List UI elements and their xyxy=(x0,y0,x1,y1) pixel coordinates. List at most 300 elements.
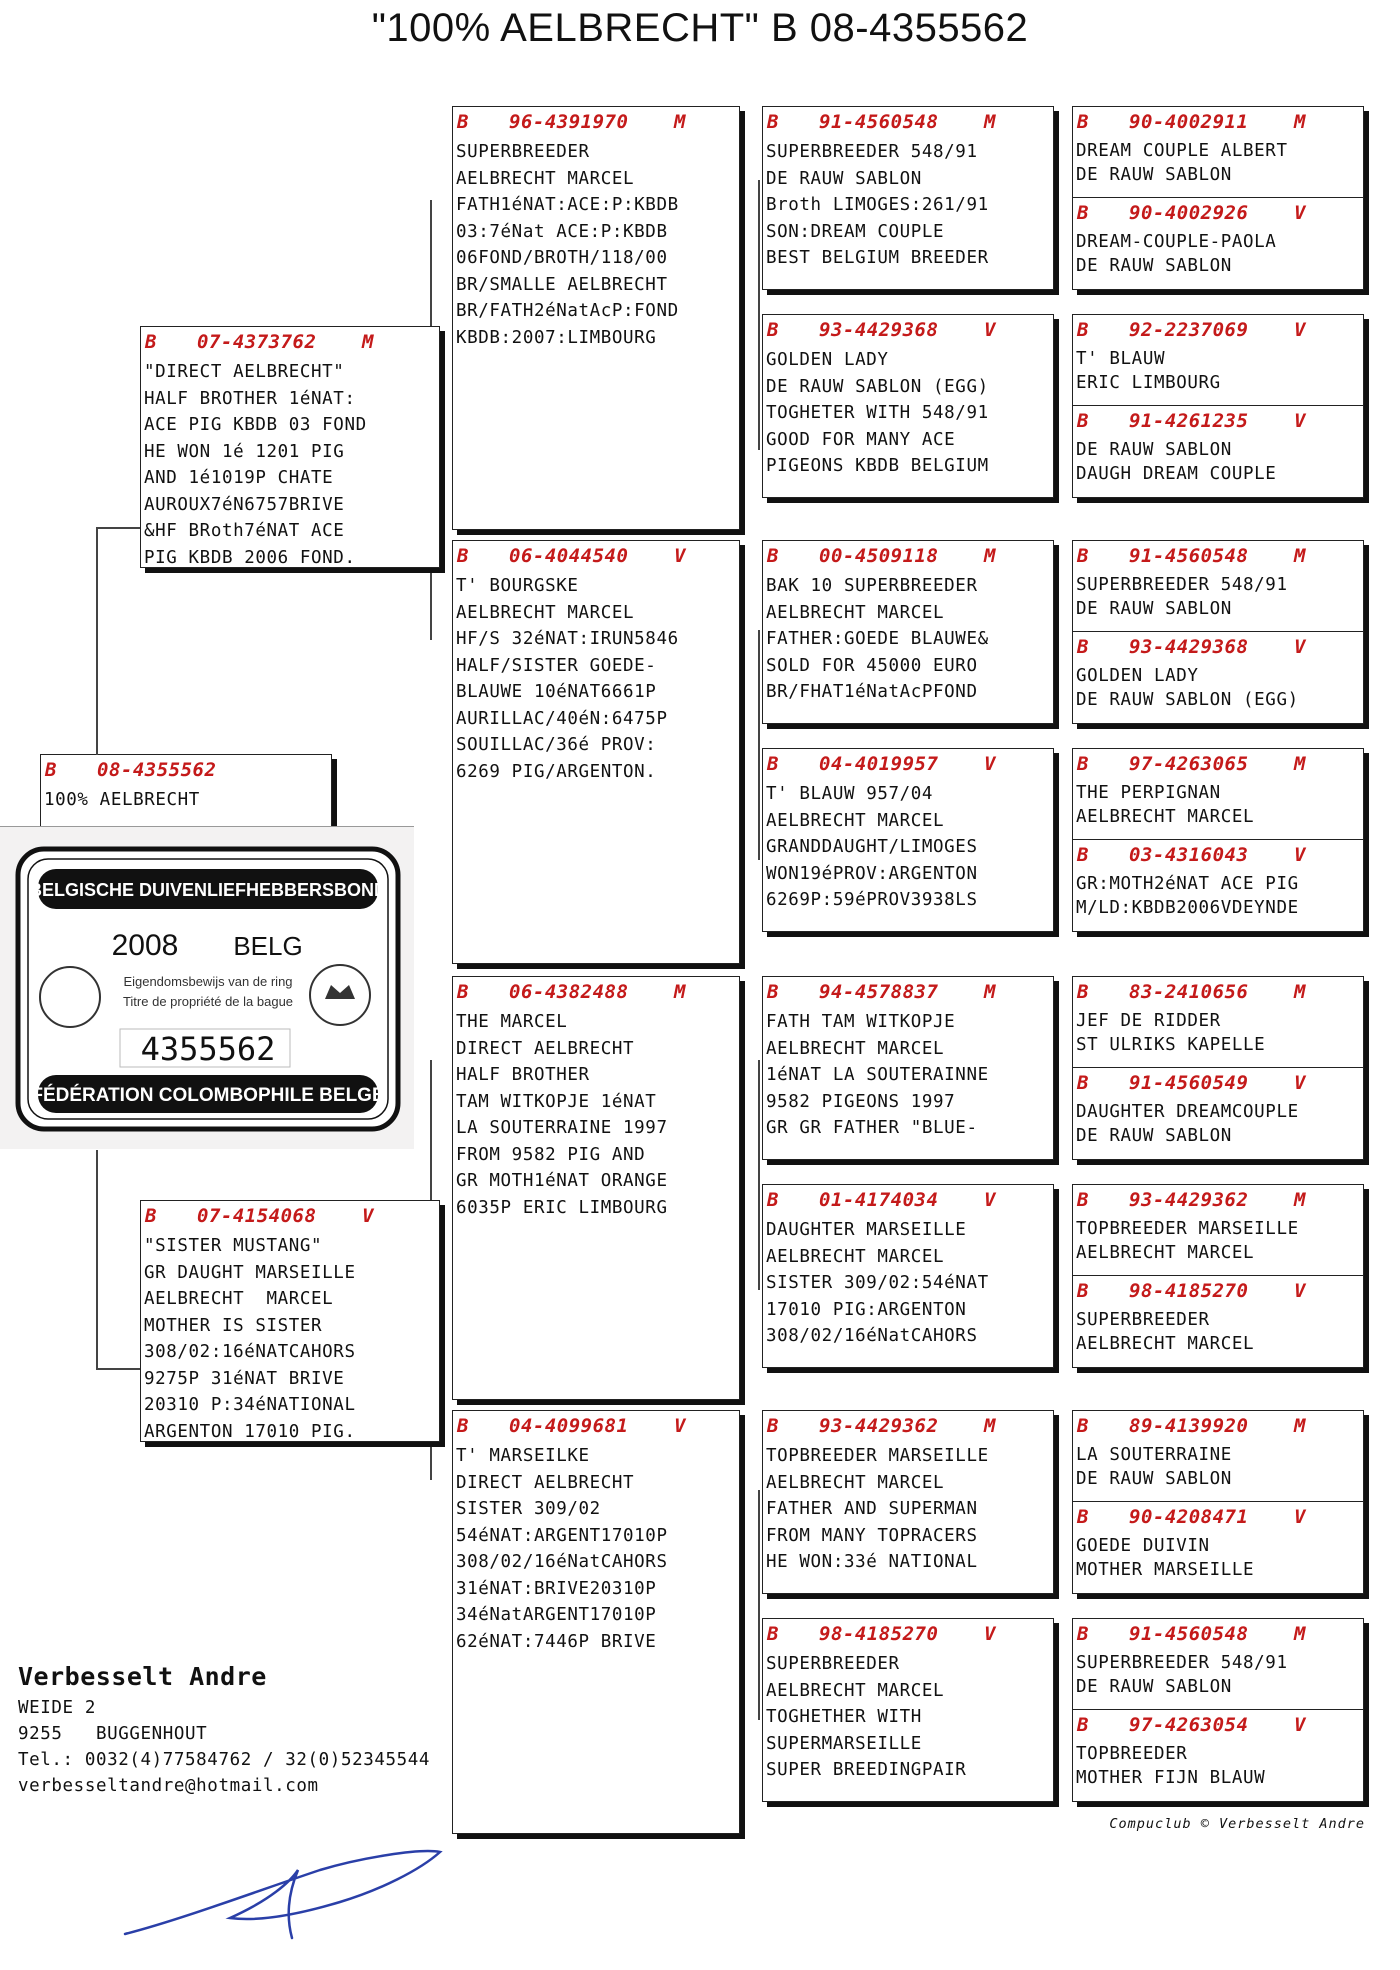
card-line: 34éNatARGENT17010P xyxy=(456,1605,657,1625)
card-line: SON:DREAM COUPLE xyxy=(766,221,945,242)
card-text xyxy=(1073,139,1363,187)
ring-country: B xyxy=(145,331,157,353)
card-line: TOGHETER WITH 548/91 xyxy=(766,403,989,423)
card-line: AELBRECHT MARCEL xyxy=(1076,1334,1255,1354)
card-line: HALF BROTHER 1éNAT: xyxy=(144,388,356,409)
card-line: TOPBREEDER xyxy=(1076,1744,1188,1764)
gen4-entry xyxy=(1073,1619,1363,1709)
card-line: 20310 P:34éNATIONAL xyxy=(144,1395,356,1415)
ring-sex: M xyxy=(984,981,996,1003)
cert-text-fr: Titre de propriété de la bague xyxy=(122,994,294,1009)
ring-country: B xyxy=(767,753,779,775)
ring-country: B xyxy=(767,1189,779,1211)
card-line: T' MARSEILKE xyxy=(456,1446,590,1466)
ring-header xyxy=(1073,749,1363,781)
card-line: DE RAUW SABLON (EGG) xyxy=(1076,690,1299,710)
ring-header xyxy=(1073,406,1363,438)
ring-country: B xyxy=(1077,319,1089,341)
card-line: SISTER 309/02 xyxy=(456,1499,601,1519)
ring-sex: V xyxy=(1294,410,1306,432)
card-line: THE MARCEL xyxy=(456,1012,568,1032)
ring-country: B xyxy=(767,1623,779,1645)
great-grandparent-card xyxy=(762,314,1054,498)
gen4-pair-card xyxy=(1072,106,1364,290)
ring-sex: V xyxy=(1294,1714,1306,1736)
card-line: TAM WITKOPJE 1éNAT xyxy=(456,1091,657,1112)
card-line: Broth LIMOGES:261/91 xyxy=(766,195,989,215)
card-line: 308/02/16éNatCAHORS xyxy=(456,1552,668,1572)
ring-sex: V xyxy=(1294,1280,1306,1302)
great-grandparent-card xyxy=(762,1410,1054,1594)
gen4-entry xyxy=(1073,1275,1363,1368)
ring-sex: M xyxy=(984,545,996,567)
card-text xyxy=(1073,230,1363,278)
ring-header xyxy=(763,315,1053,347)
card-line: 1éNAT LA SOUTERAINNE xyxy=(766,1065,989,1085)
connector-line xyxy=(758,630,760,860)
gen4-entry xyxy=(1073,541,1363,631)
ring-country: B xyxy=(767,545,779,567)
ring-country: B xyxy=(1077,636,1089,658)
card-line: SOLD FOR 45000 EURO xyxy=(766,655,978,676)
card-line: T' BLAUW 957/04 xyxy=(766,784,934,804)
card-line: FROM 9582 PIG AND xyxy=(456,1144,646,1165)
card-text xyxy=(763,347,1053,480)
ring-sex: V xyxy=(1294,319,1306,341)
card-line: DE RAUW SABLON xyxy=(1076,256,1232,276)
card-line: SUPERBREEDER xyxy=(1076,1310,1210,1330)
ring-country: B xyxy=(1077,1189,1089,1211)
ring-header xyxy=(1073,1710,1363,1742)
gen4-pair-card xyxy=(1072,748,1364,932)
ring-sex: M xyxy=(1294,1189,1306,1211)
card-text xyxy=(453,573,739,785)
gen4-entry xyxy=(1073,1185,1363,1275)
card-text xyxy=(1073,781,1363,829)
card-line: THE PERPIGNAN xyxy=(1076,783,1221,803)
grandparent-card xyxy=(452,1410,740,1834)
card-line: T' BOURGSKE xyxy=(456,576,579,596)
card-text xyxy=(1073,1100,1363,1148)
card-line: HALF/SISTER GOEDE- xyxy=(456,655,657,676)
ring-sex: V xyxy=(1294,844,1306,866)
card-line: GR GR FATHER "BLUE- xyxy=(766,1118,978,1138)
ring-country: B xyxy=(1077,981,1089,1003)
ring-sex: M xyxy=(1294,545,1306,567)
card-line: GR MOTH1éNAT ORANGE xyxy=(456,1171,668,1191)
ring-header xyxy=(763,977,1053,1009)
card-line: AELBRECHT MARCEL xyxy=(766,1680,945,1701)
ring-number: 93-4429368 xyxy=(819,319,939,341)
gen4-entry xyxy=(1073,839,1363,932)
gen4-entry xyxy=(1073,631,1363,724)
card-line: PIGEONS KBDB BELGIUM xyxy=(766,456,989,476)
card-line: DE RAUW SABLON xyxy=(766,168,922,189)
card-line: DE RAUW SABLON (EGG) xyxy=(766,376,989,397)
ring-number: 04-4019957 xyxy=(819,753,939,775)
card-line: GR DAUGHT MARSEILLE xyxy=(144,1262,356,1283)
card-line: PIG KBDB 2006 FOND. xyxy=(144,547,356,568)
ring-sex: M xyxy=(674,981,686,1003)
ring-sex: M xyxy=(674,111,686,133)
card-text xyxy=(141,1233,439,1445)
great-grandparent-card xyxy=(762,748,1054,932)
ring-sex: V xyxy=(984,319,996,341)
card-line: 62éNAT:7446P BRIVE xyxy=(456,1631,657,1652)
ring-number: 03-4316043 xyxy=(1129,844,1249,866)
card-line: DIRECT AELBRECHT xyxy=(456,1472,635,1493)
card-line: SUPERBREEDER 548/91 xyxy=(766,142,978,162)
card-line: GOLDEN LADY xyxy=(766,350,889,370)
card-line: FATHER:GOEDE BLAUWE& xyxy=(766,629,989,649)
card-text xyxy=(1073,1534,1363,1582)
card-line: AELBRECHT MARCEL xyxy=(456,168,635,189)
card-line: SOUILLAC/36é PROV: xyxy=(456,735,657,755)
card-line: FROM MANY TOPRACERS xyxy=(766,1525,978,1546)
subject-lines: 100% AELBRECHT xyxy=(44,790,200,810)
ring-number: 93-4429362 xyxy=(819,1415,939,1437)
gen4-pair-card xyxy=(1072,1618,1364,1802)
ring-country: B xyxy=(1077,1506,1089,1528)
cert-text-nl: Eigendomsbewijs van de ring xyxy=(123,974,293,989)
subject-card xyxy=(40,754,332,828)
card-line: SISTER 309/02:54éNAT xyxy=(766,1273,989,1293)
card-text xyxy=(1073,664,1363,712)
card-line: SUPERBREEDER xyxy=(456,142,590,162)
ring-header xyxy=(1073,632,1363,664)
ring-header xyxy=(1073,541,1363,573)
ring-country: B xyxy=(1077,202,1089,224)
ring-country: B xyxy=(767,111,779,133)
connector-line xyxy=(758,1490,760,1720)
ring-header xyxy=(453,107,739,139)
ring-number: 90-4002911 xyxy=(1129,111,1249,133)
card-line: 6269P:59éPROV3938LS xyxy=(766,890,978,910)
gen4-entry xyxy=(1073,977,1363,1067)
card-line: 31éNAT:BRIVE20310P xyxy=(456,1578,657,1599)
card-line: DE RAUW SABLON xyxy=(1076,165,1232,185)
ring-header xyxy=(763,1619,1053,1651)
ring-sex: V xyxy=(674,1415,686,1437)
card-line: BEST BELGIUM BREEDER xyxy=(766,248,989,268)
great-grandparent-card xyxy=(762,106,1054,290)
card-line: DREAM-COUPLE-PAOLA xyxy=(1076,232,1277,252)
ring-sex: V xyxy=(984,1623,996,1645)
ring-sex: M xyxy=(984,111,996,133)
ring-country: B xyxy=(1077,1072,1089,1094)
ring-country: B xyxy=(145,1205,157,1227)
card-text xyxy=(763,781,1053,914)
ring-number: 93-4429368 xyxy=(1129,636,1249,658)
card-text xyxy=(453,1443,739,1655)
card-line: BR/FATH2éNatAcP:FOND xyxy=(456,301,679,321)
card-line: SUPERBREEDER 548/91 xyxy=(1076,575,1288,595)
ring-sex: M xyxy=(1294,1623,1306,1645)
card-line: GR:MOTH2éNAT ACE PIG xyxy=(1076,874,1299,894)
ring-sex: V xyxy=(674,545,686,567)
ring-number: 94-4578837 xyxy=(819,981,939,1003)
parent-card xyxy=(140,326,440,568)
great-grandparent-card xyxy=(762,540,1054,724)
card-line: 03:7éNat ACE:P:KBDB xyxy=(456,221,668,242)
cert-top-banner: BELGISCHE DUIVENLIEFHEBBERSBOND xyxy=(28,880,388,900)
ring-header xyxy=(453,977,739,1009)
card-text xyxy=(763,139,1053,272)
gen4-pair-card xyxy=(1072,314,1364,498)
ring-number: 97-4263065 xyxy=(1129,753,1249,775)
certificate-graphic xyxy=(0,827,414,1149)
ring-country: B xyxy=(1077,1714,1089,1736)
subject-country: B xyxy=(45,759,57,781)
ring-header xyxy=(1073,977,1363,1009)
ring-number: 98-4185270 xyxy=(819,1623,939,1645)
ring-header xyxy=(1073,1185,1363,1217)
ring-sex: M xyxy=(1294,981,1306,1003)
ring-number: 04-4099681 xyxy=(509,1415,629,1437)
ring-header xyxy=(141,327,439,359)
card-line: KBDB:2007:LIMBOURG xyxy=(456,327,657,348)
card-line: DAUGHTER DREAMCOUPLE xyxy=(1076,1102,1299,1122)
card-line: AND 1é1019P CHATE xyxy=(144,468,334,488)
cert-bottom-banner: FÉDÉRATION COLOMBOPHILE BELGE xyxy=(31,1085,385,1106)
card-line: M/LD:KBDB2006VDEYNDE xyxy=(1076,898,1299,918)
ring-number: 06-4382488 xyxy=(509,981,629,1003)
ring-number: 07-4373762 xyxy=(197,331,317,353)
subject-ring: 08-4355562 xyxy=(97,759,217,781)
card-line: TOGHETHER WITH xyxy=(766,1707,922,1727)
card-line: AURILLAC/40éN:6475P xyxy=(456,708,668,729)
card-line: ST ULRIKS KAPELLE xyxy=(1076,1035,1266,1055)
connector-line xyxy=(758,1060,760,1290)
connector-line xyxy=(96,1368,140,1370)
ring-country: B xyxy=(1077,410,1089,432)
cert-year: 2008 xyxy=(111,929,179,962)
ring-header xyxy=(1073,1502,1363,1534)
ring-sex: V xyxy=(1294,1072,1306,1094)
card-line: AELBRECHT MARCEL xyxy=(766,1472,945,1493)
card-text xyxy=(453,139,739,351)
card-line: SUPER BREEDINGPAIR xyxy=(766,1760,967,1780)
card-line: 6035P ERIC LIMBOURG xyxy=(456,1197,668,1218)
card-text xyxy=(763,573,1053,706)
card-line: AUROUX7éN6757BRIVE xyxy=(144,494,345,515)
card-line: SUPERMARSEILLE xyxy=(766,1733,922,1754)
ring-country: B xyxy=(767,319,779,341)
gen4-entry xyxy=(1073,1067,1363,1160)
ring-sex: V xyxy=(1294,1506,1306,1528)
card-text xyxy=(763,1009,1053,1142)
owner-name: Verbesselt Andre xyxy=(18,1662,267,1691)
card-line: &HF BRoth7éNAT ACE xyxy=(144,521,345,541)
card-line: 9275P 31éNAT BRIVE xyxy=(144,1368,345,1389)
card-line: TOPBREEDER MARSEILLE xyxy=(1076,1219,1299,1239)
card-line: AELBRECHT MARCEL xyxy=(766,1038,945,1059)
card-line: SUPERBREEDER xyxy=(766,1654,900,1674)
ring-header xyxy=(763,1185,1053,1217)
card-line: DE RAUW SABLON xyxy=(1076,1677,1232,1697)
card-line: HE WON 1é 1201 PIG xyxy=(144,441,345,462)
card-line: HE WON:33é NATIONAL xyxy=(766,1552,978,1572)
ring-number: 89-4139920 xyxy=(1129,1415,1249,1437)
owner-city: 9255 BUGGENHOUT xyxy=(18,1724,208,1744)
ring-sex: V xyxy=(984,1189,996,1211)
card-line: BAK 10 SUPERBREEDER xyxy=(766,576,978,596)
card-text xyxy=(1073,1009,1363,1057)
card-line: GOLDEN LADY xyxy=(1076,666,1199,686)
ring-number: 90-4208471 xyxy=(1129,1506,1249,1528)
card-line: DE RAUW SABLON xyxy=(1076,440,1232,460)
connector-line xyxy=(758,180,760,450)
gen4-entry xyxy=(1073,1501,1363,1594)
card-text xyxy=(453,1009,739,1221)
card-line: LA SOUTERRAINE xyxy=(1076,1445,1232,1465)
card-text xyxy=(1073,438,1363,486)
card-line: DAUGHTER MARSEILLE xyxy=(766,1220,967,1240)
card-line: JEF DE RIDDER xyxy=(1076,1011,1221,1031)
ring-sex: V xyxy=(984,753,996,775)
card-line: DE RAUW SABLON xyxy=(1076,599,1232,619)
card-text xyxy=(1073,573,1363,621)
gen4-entry xyxy=(1073,749,1363,839)
card-line: BR/SMALLE AELBRECHT xyxy=(456,274,668,295)
ring-number: 91-4261235 xyxy=(1129,410,1249,432)
ring-country: B xyxy=(457,545,469,567)
gen4-entry xyxy=(1073,107,1363,197)
gen4-entry xyxy=(1073,315,1363,405)
ring-country: B xyxy=(457,981,469,1003)
gen4-entry xyxy=(1073,405,1363,498)
ring-number: 96-4391970 xyxy=(509,111,629,133)
ring-country: B xyxy=(1077,1415,1089,1437)
ring-number: 83-2410656 xyxy=(1129,981,1249,1003)
ring-header xyxy=(1073,315,1363,347)
ring-header xyxy=(1073,1068,1363,1100)
card-line: DAUGH DREAM COUPLE xyxy=(1076,464,1277,484)
ring-certificate xyxy=(0,826,414,1149)
ring-country: B xyxy=(1077,545,1089,567)
card-line: AELBRECHT MARCEL xyxy=(766,1246,945,1267)
gen4-entry xyxy=(1073,1709,1363,1802)
owner-email: verbesseltandre@hotmail.com xyxy=(18,1776,319,1796)
ring-number: 93-4429362 xyxy=(1129,1189,1249,1211)
card-line: TOPBREEDER MARSEILLE xyxy=(766,1446,989,1466)
card-text xyxy=(1073,347,1363,395)
ring-header xyxy=(453,1411,739,1443)
cert-country: BELG xyxy=(233,931,303,961)
card-text xyxy=(1073,1443,1363,1491)
ring-number: 91-4560548 xyxy=(1129,1623,1249,1645)
card-line: SUPERBREEDER 548/91 xyxy=(1076,1653,1288,1673)
card-line: AELBRECHT MARCEL xyxy=(1076,807,1255,827)
ring-number: 98-4185270 xyxy=(1129,1280,1249,1302)
signature xyxy=(120,1830,460,1950)
card-line: 308/02:16éNATCAHORS xyxy=(144,1342,356,1362)
card-line: DE RAUW SABLON xyxy=(1076,1469,1232,1489)
card-line: LA SOUTERRAINE 1997 xyxy=(456,1118,668,1138)
card-line: FATH TAM WITKOPJE xyxy=(766,1012,956,1032)
ring-header xyxy=(453,541,739,573)
card-line: ARGENTON 17010 PIG. xyxy=(144,1421,356,1442)
card-line: DIRECT AELBRECHT xyxy=(456,1038,635,1059)
card-text xyxy=(1073,1217,1363,1265)
connector-line xyxy=(96,527,140,529)
great-grandparent-card xyxy=(762,976,1054,1160)
card-line: AELBRECHT MARCEL xyxy=(766,810,945,831)
ring-number: 91-4560548 xyxy=(1129,545,1249,567)
card-line: DREAM COUPLE ALBERT xyxy=(1076,141,1288,161)
card-line: 17010 PIG:ARGENTON xyxy=(766,1299,967,1320)
connector-line xyxy=(96,527,98,755)
gen4-pair-card xyxy=(1072,540,1364,724)
parent-card xyxy=(140,1200,440,1442)
card-line: FATHER AND SUPERMAN xyxy=(766,1499,978,1519)
card-text xyxy=(1073,1308,1363,1356)
ring-header xyxy=(1073,1411,1363,1443)
card-line: GOOD FOR MANY ACE xyxy=(766,429,956,450)
ring-country: B xyxy=(457,1415,469,1437)
card-text xyxy=(763,1217,1053,1350)
ring-number: 07-4154068 xyxy=(197,1205,317,1227)
grandparent-card xyxy=(452,976,740,1400)
ring-country: B xyxy=(767,981,779,1003)
card-line: GRANDDAUGHT/LIMOGES xyxy=(766,837,978,857)
grandparent-card xyxy=(452,106,740,530)
ring-country: B xyxy=(1077,1623,1089,1645)
great-grandparent-card xyxy=(762,1618,1054,1802)
ring-sex: M xyxy=(1294,753,1306,775)
ring-header xyxy=(763,749,1053,781)
gen4-entry xyxy=(1073,197,1363,290)
ring-sex: M xyxy=(1294,1415,1306,1437)
card-text xyxy=(141,359,439,571)
footer-credit: Compuclub © Verbesselt Andre xyxy=(1109,1816,1365,1832)
ring-number: 90-4002926 xyxy=(1129,202,1249,224)
connector-line xyxy=(96,1150,98,1370)
card-line: 06FOND/BROTH/118/00 xyxy=(456,248,668,268)
owner-phone: Tel.: 0032(4)77584762 / 32(0)52345544 xyxy=(18,1750,431,1770)
card-text xyxy=(1073,1651,1363,1699)
card-line: WON19éPROV:ARGENTON xyxy=(766,863,978,884)
ring-country: B xyxy=(1077,1280,1089,1302)
ring-sex: V xyxy=(1294,636,1306,658)
card-text xyxy=(763,1443,1053,1576)
great-grandparent-card xyxy=(762,1184,1054,1368)
ring-header xyxy=(1073,198,1363,230)
ring-header xyxy=(763,1411,1053,1443)
ring-number: 01-4174034 xyxy=(819,1189,939,1211)
ring-country: B xyxy=(1077,844,1089,866)
card-line: MOTHER IS SISTER xyxy=(144,1315,323,1336)
card-line: BLAUWE 10éNAT6661P xyxy=(456,682,657,702)
card-line: FATH1éNAT:ACE:P:KBDB xyxy=(456,195,679,215)
ring-number: 91-4560549 xyxy=(1129,1072,1249,1094)
grandparent-card xyxy=(452,540,740,964)
card-line: HF/S 32éNAT:IRUN5846 xyxy=(456,629,679,649)
card-line: AELBRECHT MARCEL xyxy=(1076,1243,1255,1263)
ring-header xyxy=(1073,107,1363,139)
ring-number: 97-4263054 xyxy=(1129,1714,1249,1736)
card-line: BR/FHAT1éNatAcPFOND xyxy=(766,682,978,702)
ring-number: 00-4509118 xyxy=(819,545,939,567)
card-line: GOEDE DUIVIN xyxy=(1076,1536,1210,1556)
ring-country: B xyxy=(457,111,469,133)
card-line: "DIRECT AELBRECHT" xyxy=(144,362,345,382)
ring-number: 92-2237069 xyxy=(1129,319,1249,341)
ring-header xyxy=(763,541,1053,573)
card-line: AELBRECHT MARCEL xyxy=(144,1289,334,1309)
card-line: T' BLAUW xyxy=(1076,349,1166,369)
ring-header xyxy=(1073,840,1363,872)
